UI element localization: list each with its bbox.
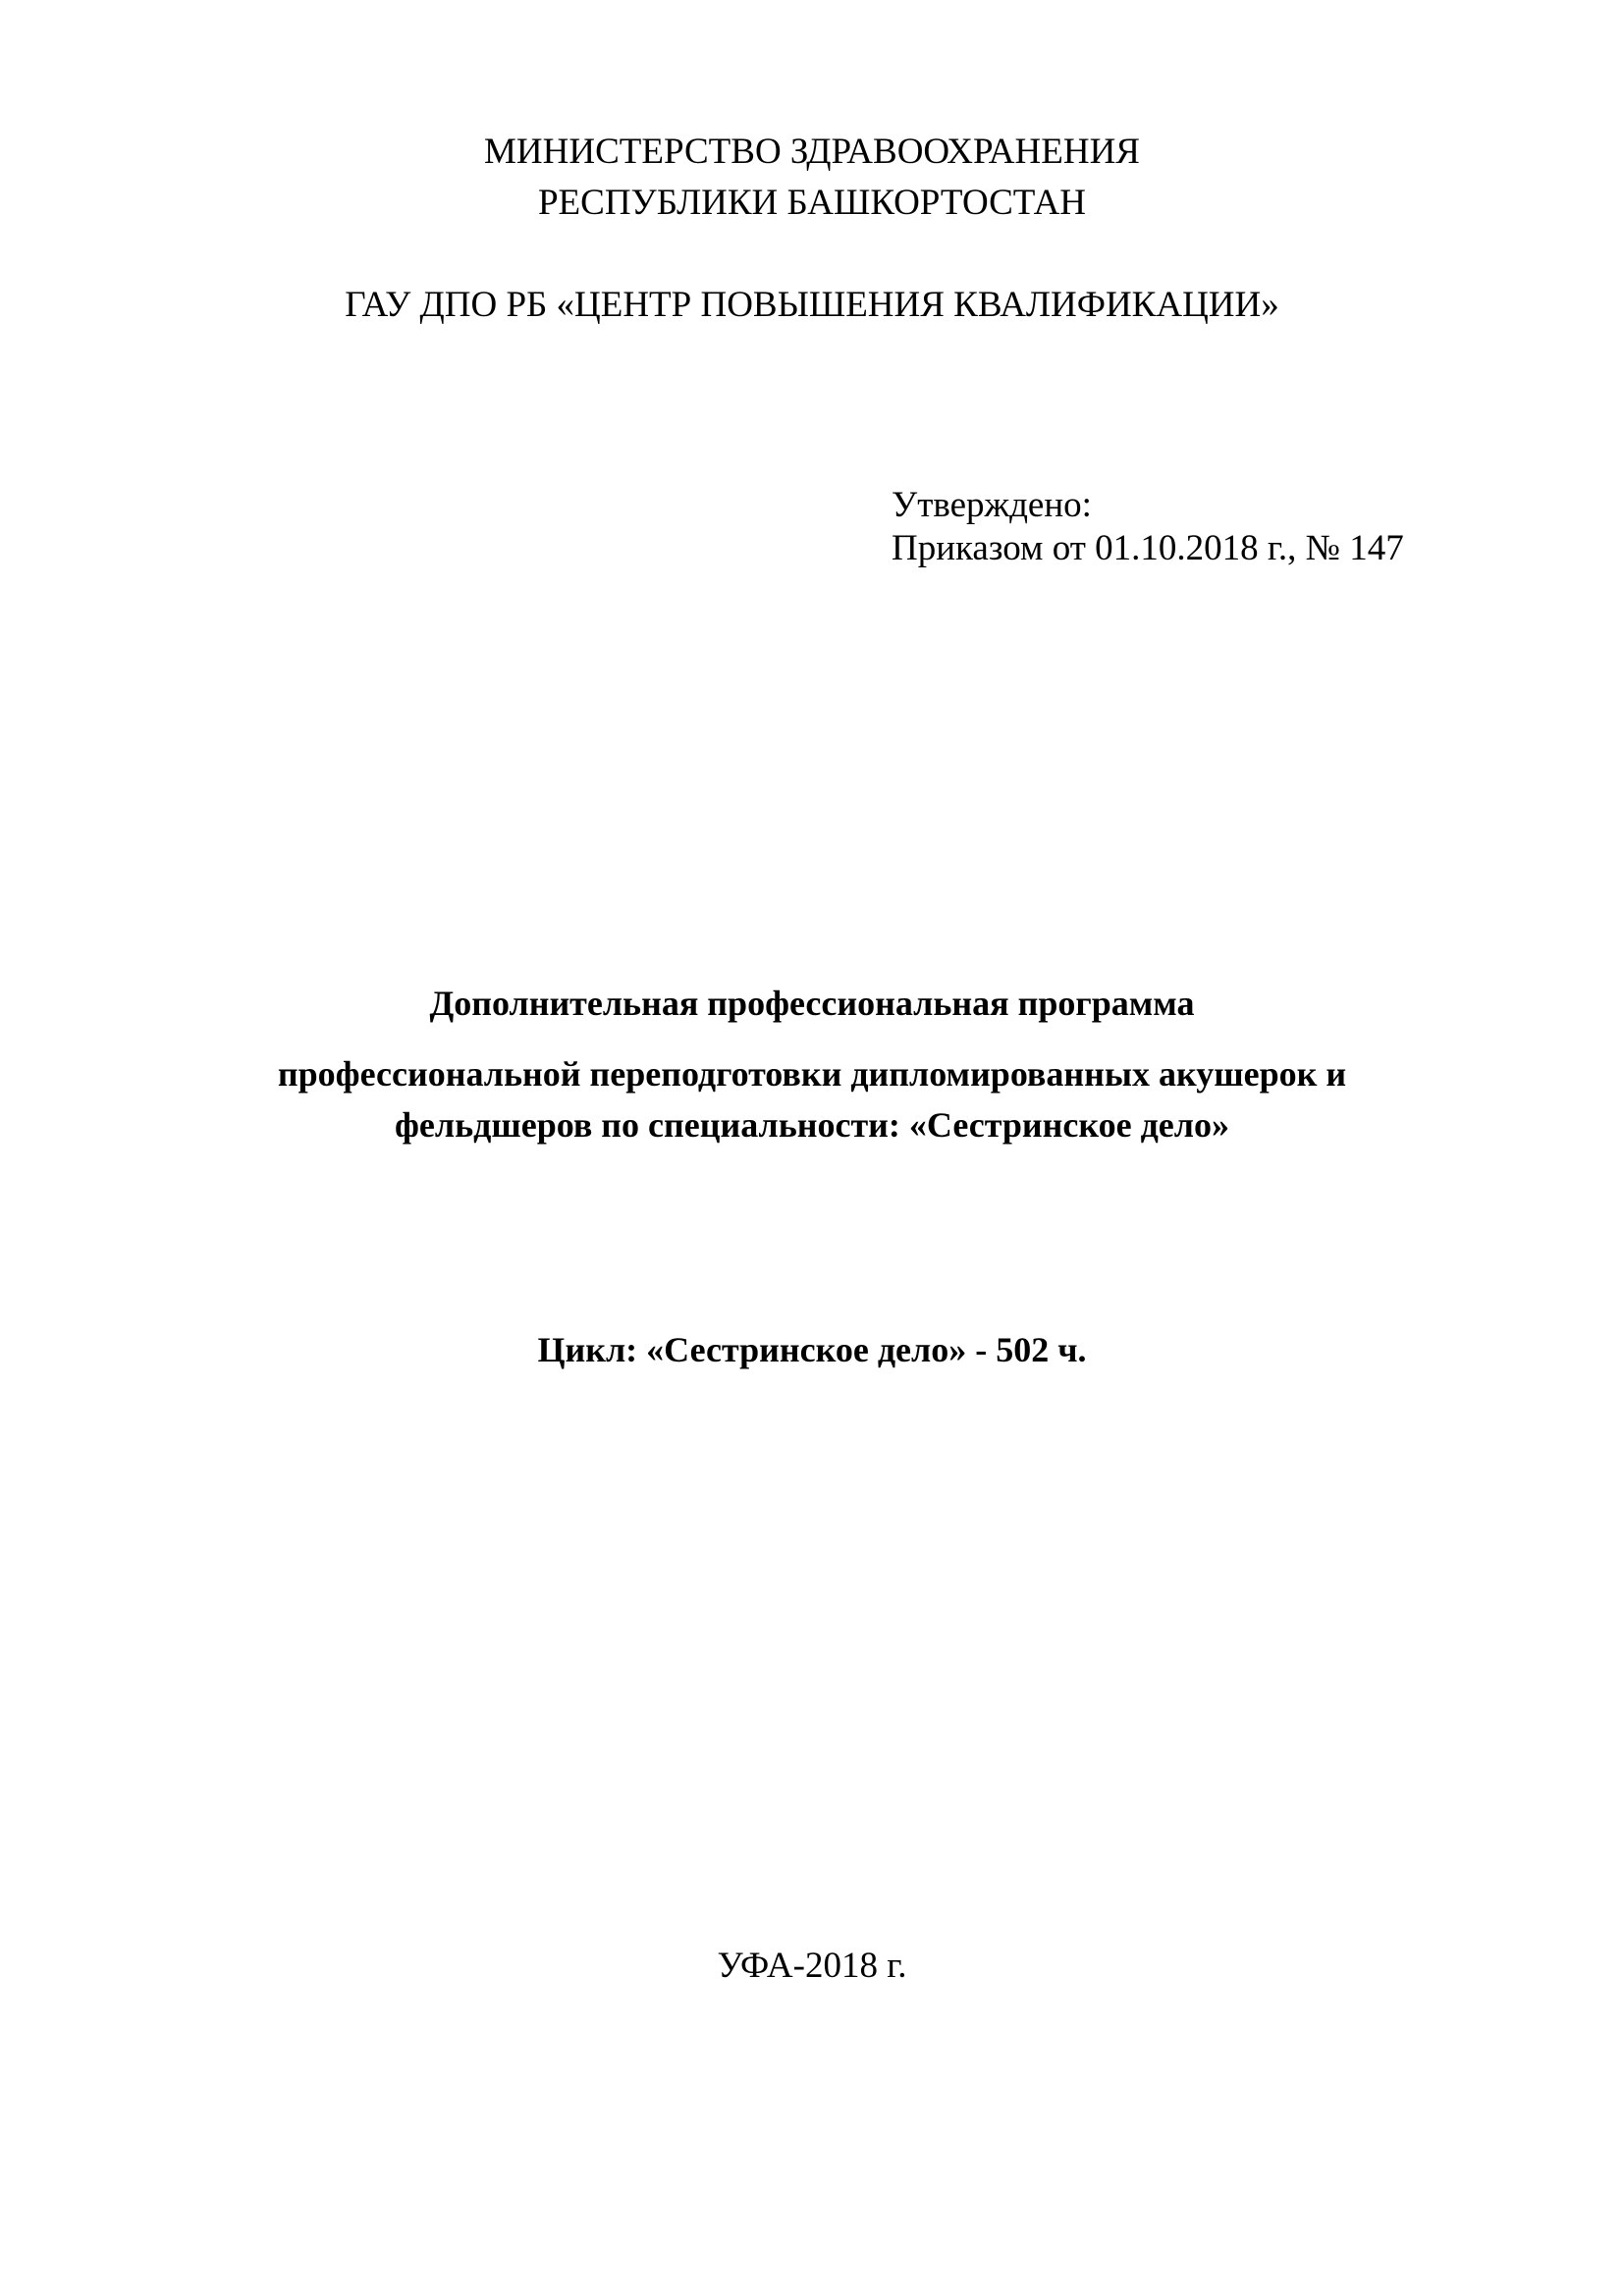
program-title-line-3: фельдшеров по специальности: «Сестринское дело» xyxy=(395,1105,1229,1145)
city-year: УФА-2018 г. xyxy=(717,1946,907,1986)
program-title-line-2: профессиональной переподготовки дипломированных акушерок и xyxy=(277,1054,1347,1094)
ministry-name-line-1: МИНИСТЕРСТВО ЗДРАВООХРАНЕНИЯ xyxy=(484,132,1140,172)
institution-name: ГАУ ДПО РБ «ЦЕНТР ПОВЫШЕНИЯ КВАЛИФИКАЦИИ» xyxy=(345,285,1279,325)
ministry-name-line-2: РЕСПУБЛИКИ БАШКОРТОСТАН xyxy=(537,183,1087,223)
program-cycle: Цикл: «Сестринское дело» - 502 ч. xyxy=(537,1330,1087,1369)
approval-order: Приказом от 01.10.2018 г., № 147 xyxy=(892,528,1404,568)
approval-label: Утверждено: xyxy=(892,485,1092,525)
program-title-line-1: Дополнительная профессиональная программа xyxy=(429,984,1195,1023)
